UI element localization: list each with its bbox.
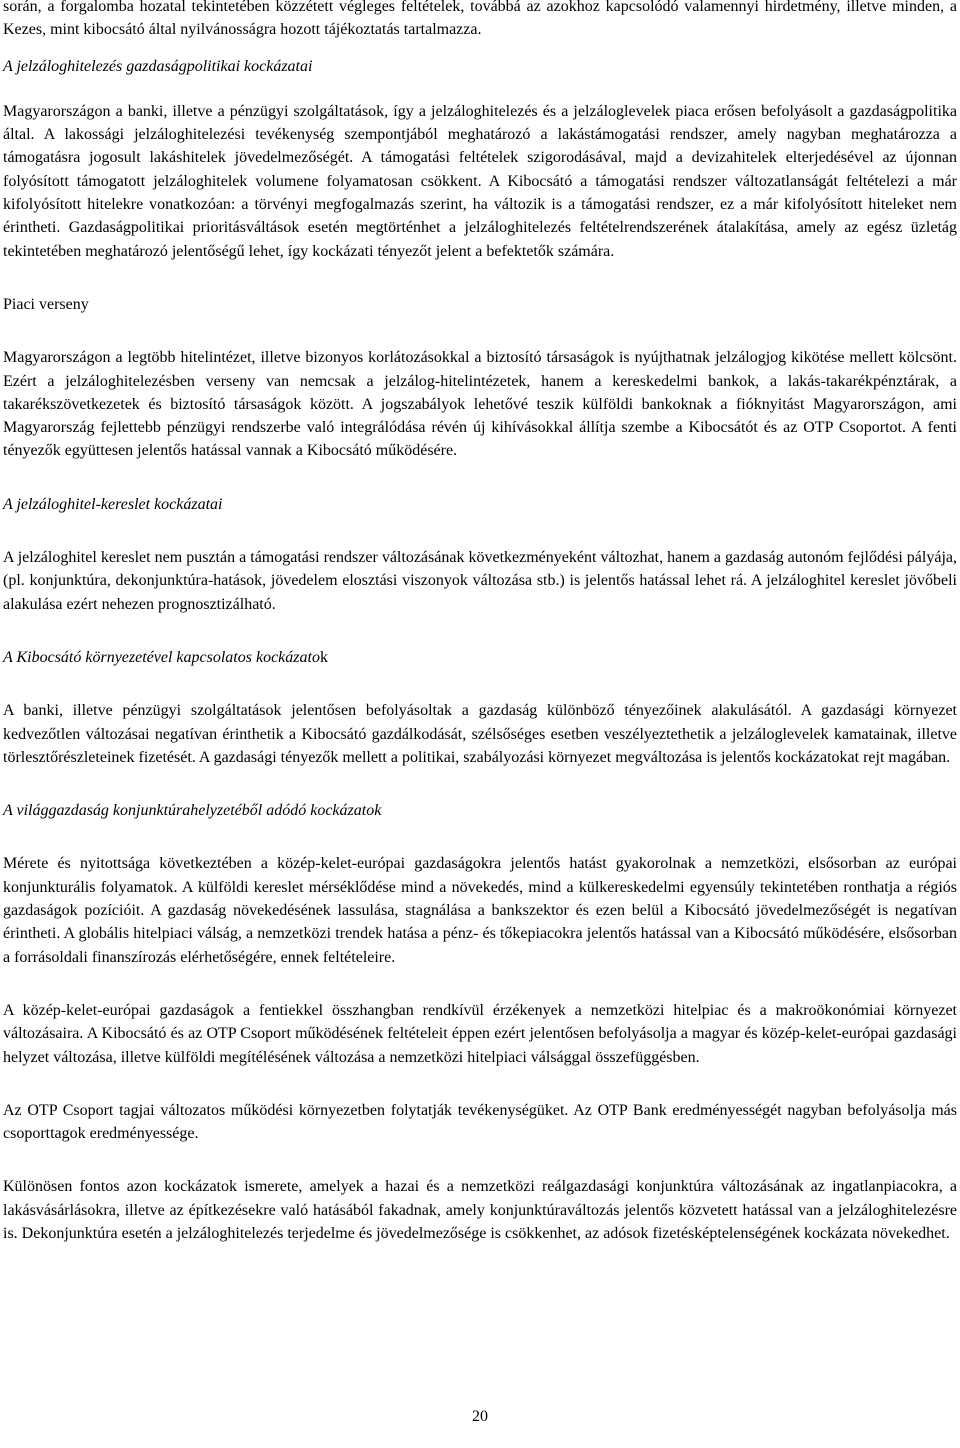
document-page [3,0,957,1245]
section-heading-issuer-environment-risks-tail: k [319,648,328,666]
paragraph-world-economy-risks-3: Az OTP Csoport tagjai változatos működési környezetben folytatják tevékenységüket. Az OTP Bank eredményességét nagyban befolyásolja más csoporttagok eredményessége. [3,1101,957,1143]
paragraph-mortgage-demand-risks: A jelzáloghitel kereslet nem pusztán a támogatási rendszer változásának következményeként változhat, hanem a gazdaság autonóm fejlődési pályája, (pl. konjunktúra, dekonjunktúra-hatások, jövedelem elosztási viszonyok változása stb.) is jelentős hatással lehet rá. A jelzáloghitel kereslet jövőbeli alakulása ezért nehezen prognosztizálható. [3,549,957,613]
paragraph-world-economy-risks-2: A közép-kelet-európai gazdaságok a fentiekkel összhangban rendkívül érzékenyek a nemzetközi hitelpiac és a makroökonómiai környezet változásaira. A Kibocsátó és az OTP Csoport működésének feltételeit éppen ezért jelentősen befolyásolja a magyar és közép-kelet-európai gazdasági helyzet változása, illetve külföldi megítélésének változása a nemzetközi hitelpiaci válsággal összefüggésben. [3,1001,957,1066]
paragraph-market-competition: Magyarországon a legtöbb hitelintézet, illetve bizonyos korlátozásokkal a biztosító társaságok is nyújthatnak jelzálogjog kikötése mellett kölcsönt. Ezért a jelzáloghitelezésben verseny van nemcsak a jelzálog-hitelintézetek, hanem a kereskedelmi bankok, a lakás-takarékpénztárak, a takarékszövetkezetek és biztosító társaságok között. A jogszabályok lehetővé teszik külföldi bankoknak a fióknyitást Magyarországon, ami Magyarország fejlettebb pénzügyi rendszerbe való integrálódása révén új kihívásokkal állítja szembe a Kibocsátót és az OTP Csoportot. A fenti tényezők együttesen jelentős hatással vannak a Kibocsátó működésére. [3,349,957,460]
page-number: 20 [472,1408,488,1425]
section-heading-issuer-environment-risks [3,646,957,669]
paragraph-mortgage-policy-risks: Magyarországon a banki, illetve a pénzügyi szolgáltatások, így a jelzáloghitelezés és a jelzáloglevelek piaca erősen befolyásolt a gazdaságpolitika által. A lakossági jelzáloghitelezési tevékenység szempontjából meghatározó a lakástámogatási rendszer, amely nagyban meghatározza a támogatásra jogosult lakáshitelek jövedelmezőségét. A támogatási feltételek szigorodásával, majd a devizahitelek elterjedésével az újonnan folyósított támogatott jelzáloghitelek volumene folyamatosan csökkent. A Kibocsátó a támogatási rendszer változatlanságát feltételezi a már kifolyósított hitelekre vonatkozóan: a törvényi megfogalmazás szerint, ha változik is a támogatási rendszer, ez a már kifolyósított hiteleket nem érintheti. Gazdaságpolitikai prioritásváltások esetén megtörténhet a jelzáloghitelezés feltételrendszerének átalakítása, amely az egész üzletág tekintetében meghatározó jelentőségű lehet, így kockázati tényezőt jelent a befektetők számára. [3,102,957,260]
intro-paragraph: során, a forgalomba hozatal tekintetében közzétett végleges feltételek, továbbá az azokhoz kapcsolódó valamennyi hirdetmény, illetve minden, a Kezes, mint kibocsátó által nyilvánosságra hozott tájékoztatás tartalmazza. [3,0,957,39]
section-heading-market-competition: Piaci verseny [3,295,89,313]
section-heading-issuer-environment-risks-italic: A Kibocsátó környezetével kapcsolatos kockázato [3,648,320,666]
section-heading-mortgage-demand-risks: A jelzáloghitel-kereslet kockázatai [3,495,223,513]
section-heading-world-economy-risks: A világgazdaság konjunktúrahelyzetéből adódó kockázatok [3,802,382,820]
paragraph-world-economy-risks-4: Különösen fontos azon kockázatok ismerete, amelyek a hazai és a nemzetközi reálgazdasági konjunktúra változásának az ingatlanpiacokra, a lakásvásárlásokra, illetve az építkezésekre való hatásából fakadnak, amely konjunktúraváltozás jelentős közvetett hatással van a jelzáloghitelezésre is. Dekonjunktúra esetén a jelzáloghitelezés terjedelme és jövedelmezősége is csökkenhet, az adósok fizetésképtelenségének kockázata növekedhet. [3,1178,957,1242]
paragraph-issuer-environment-risks: A banki, illetve pénzügyi szolgáltatások jelentősen befolyásoltak a gazdaság különböző tényezőinek alakulásától. A gazdasági környezet kedvezőtlen változásai negatívan érinthetik a Kibocsátó gazdálkodását, szélsőséges esetben veszélyeztethetik a jelzáloglevelek kamatainak, illetve törlesztőrészleteinek fizetését. A gazdasági tényezők mellett a politikai, szabályozási környezet megváltozása is jelentős kockázatokat rejt magában. [3,702,957,766]
section-heading-mortgage-policy-risks: A jelzáloghitelezés gazdaságpolitikai kockázatai [3,57,313,75]
paragraph-world-economy-risks-1: Mérete és nyitottsága következtében a közép-kelet-európai gazdaságokra jelentős hatást gyakorolnak a nemzetközi, elsősorban az európai konjunkturális folyamatok. A külföldi kereslet mérséklődése mind a növekedés, mind a külkereskedelmi egyensúly tekintetében ronthatja a régiós gazdaságok pozícióit. A gazdaság növekedésének lassulása, stagnálása a bankszektor és ezen belül a Kibocsátó jövedelmezőségét is negatívan érintheti. A globális hitelpiaci válság, a nemzetközi trendek hatása a pénz- és tőkepiacokra jelentős hatással van a Kibocsátó működésére, elsősorban a forrásoldali finanszírozás elérhetőségére, ennek feltételeire. [3,855,957,966]
